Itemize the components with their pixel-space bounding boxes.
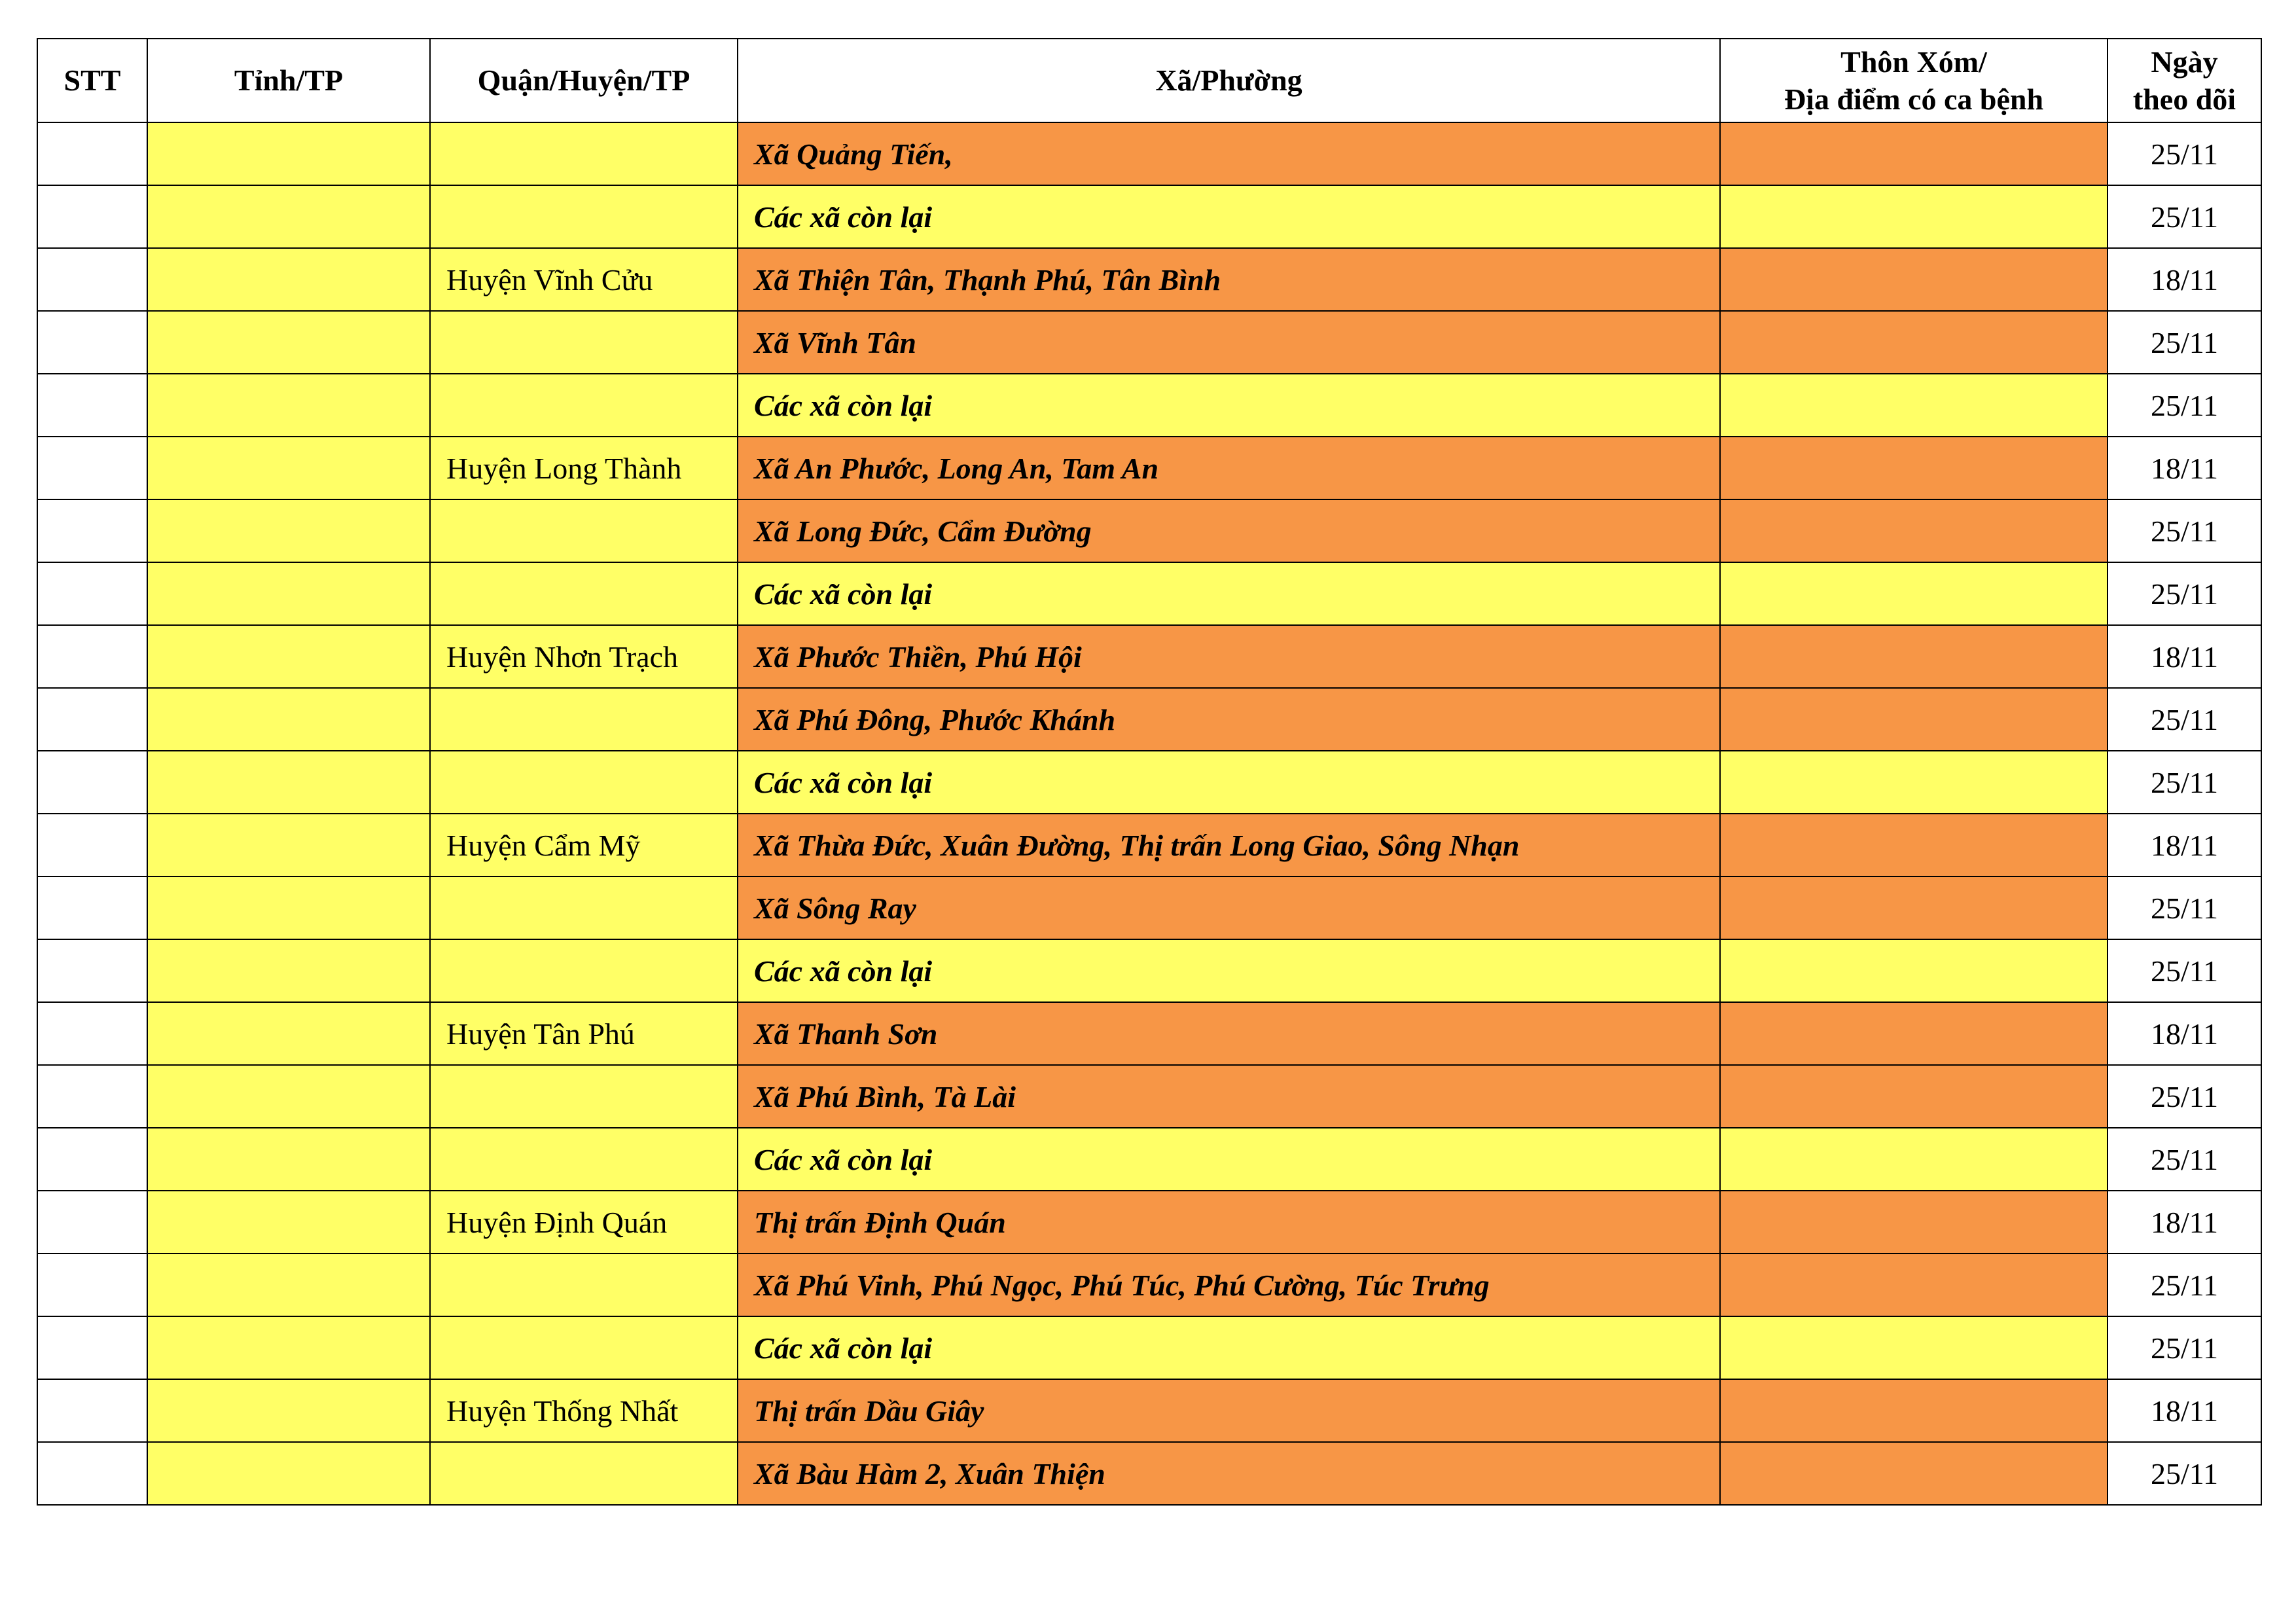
table-row	[37, 562, 2261, 625]
hamlet-cell	[1720, 562, 2108, 625]
commune-cell: Các xã còn lại	[738, 1316, 1720, 1379]
table-row	[37, 122, 2261, 185]
province-cell	[147, 374, 430, 437]
commune-cell: Xã Thừa Đức, Xuân Đường, Thị trấn Long Giao, Sông Nhạn	[738, 814, 1720, 876]
stt-cell	[37, 311, 147, 374]
table-row	[37, 939, 2261, 1002]
header-province: Tỉnh/TP	[147, 39, 430, 122]
district-cell: Huyện Cẩm Mỹ	[430, 814, 738, 876]
date-cell: 25/11	[2108, 499, 2261, 562]
province-cell	[147, 122, 430, 185]
commune-cell: Xã Quảng Tiến,	[738, 122, 1720, 185]
table-row	[37, 185, 2261, 248]
table-row	[37, 625, 2261, 688]
commune-cell: Thị trấn Dầu Giây	[738, 1379, 1720, 1442]
table-row	[37, 688, 2261, 751]
district-cell: Huyện Vĩnh Cửu	[430, 248, 738, 311]
district-cell	[430, 1065, 738, 1128]
date-cell: 18/11	[2108, 814, 2261, 876]
province-cell	[147, 1128, 430, 1191]
date-cell: 25/11	[2108, 939, 2261, 1002]
date-cell: 25/11	[2108, 751, 2261, 814]
province-cell	[147, 1379, 430, 1442]
district-cell	[430, 751, 738, 814]
stt-cell	[37, 1254, 147, 1316]
table-row	[37, 751, 2261, 814]
province-cell	[147, 1316, 430, 1379]
hamlet-cell	[1720, 1254, 2108, 1316]
table-row	[37, 311, 2261, 374]
commune-cell: Xã Long Đức, Cẩm Đường	[738, 499, 1720, 562]
date-cell: 25/11	[2108, 1316, 2261, 1379]
hamlet-cell	[1720, 1442, 2108, 1505]
district-cell	[430, 122, 738, 185]
district-cell	[430, 311, 738, 374]
hamlet-cell	[1720, 1128, 2108, 1191]
stt-cell	[37, 939, 147, 1002]
province-cell	[147, 814, 430, 876]
district-cell: Huyện Tân Phú	[430, 1002, 738, 1065]
district-cell	[430, 185, 738, 248]
district-cell: Huyện Định Quán	[430, 1191, 738, 1254]
stt-cell	[37, 185, 147, 248]
district-cell: Huyện Thống Nhất	[430, 1379, 738, 1442]
date-cell: 25/11	[2108, 122, 2261, 185]
province-cell	[147, 1254, 430, 1316]
commune-cell: Các xã còn lại	[738, 374, 1720, 437]
date-cell: 18/11	[2108, 1002, 2261, 1065]
date-cell: 18/11	[2108, 625, 2261, 688]
table-row	[37, 1128, 2261, 1191]
commune-cell: Các xã còn lại	[738, 751, 1720, 814]
date-cell: 18/11	[2108, 248, 2261, 311]
province-cell	[147, 688, 430, 751]
table-row	[37, 374, 2261, 437]
header-hamlet	[1720, 39, 2108, 122]
province-cell	[147, 1065, 430, 1128]
hamlet-cell	[1720, 374, 2108, 437]
commune-cell: Các xã còn lại	[738, 1128, 1720, 1191]
district-cell	[430, 374, 738, 437]
date-cell: 25/11	[2108, 876, 2261, 939]
hamlet-cell	[1720, 751, 2108, 814]
hamlet-cell	[1720, 499, 2108, 562]
date-cell: 18/11	[2108, 437, 2261, 499]
hamlet-cell	[1720, 1065, 2108, 1128]
stt-cell	[37, 876, 147, 939]
date-cell: 25/11	[2108, 1254, 2261, 1316]
district-cell	[430, 1254, 738, 1316]
district-cell	[430, 1316, 738, 1379]
commune-cell: Xã Thiện Tân, Thạnh Phú, Tân Bình	[738, 248, 1720, 311]
header-date	[2108, 39, 2261, 122]
stt-cell	[37, 374, 147, 437]
province-cell	[147, 185, 430, 248]
header-hamlet-line2: Địa điểm có ca bệnh	[1784, 82, 2044, 116]
province-cell	[147, 876, 430, 939]
province-cell	[147, 311, 430, 374]
stt-cell	[37, 1128, 147, 1191]
hamlet-cell	[1720, 876, 2108, 939]
stt-cell	[37, 1002, 147, 1065]
table-row	[37, 248, 2261, 311]
province-cell	[147, 1002, 430, 1065]
stt-cell	[37, 122, 147, 185]
province-cell	[147, 1442, 430, 1505]
province-cell	[147, 248, 430, 311]
province-cell	[147, 1191, 430, 1254]
table-row	[37, 499, 2261, 562]
header-district: Quận/Huyện/TP	[430, 39, 738, 122]
hamlet-cell	[1720, 625, 2108, 688]
header-commune: Xã/Phường	[738, 39, 1720, 122]
table-row	[37, 1002, 2261, 1065]
district-cell	[430, 499, 738, 562]
date-cell: 18/11	[2108, 1379, 2261, 1442]
hamlet-cell	[1720, 1191, 2108, 1254]
header-stt: STT	[37, 39, 147, 122]
stt-cell	[37, 1316, 147, 1379]
date-cell: 25/11	[2108, 562, 2261, 625]
province-cell	[147, 939, 430, 1002]
date-cell: 25/11	[2108, 374, 2261, 437]
table-row	[37, 1316, 2261, 1379]
hamlet-cell	[1720, 814, 2108, 876]
date-cell: 25/11	[2108, 185, 2261, 248]
province-cell	[147, 751, 430, 814]
province-cell	[147, 562, 430, 625]
commune-cell: Các xã còn lại	[738, 939, 1720, 1002]
table-row	[37, 1379, 2261, 1442]
commune-cell: Xã Sông Ray	[738, 876, 1720, 939]
stt-cell	[37, 688, 147, 751]
date-cell: 25/11	[2108, 311, 2261, 374]
district-cell	[430, 1128, 738, 1191]
table-row	[37, 437, 2261, 499]
table-row	[37, 1442, 2261, 1505]
date-cell: 25/11	[2108, 688, 2261, 751]
commune-cell: Xã Thanh Sơn	[738, 1002, 1720, 1065]
district-cell	[430, 562, 738, 625]
commune-cell: Các xã còn lại	[738, 562, 1720, 625]
hamlet-cell	[1720, 248, 2108, 311]
hamlet-cell	[1720, 1379, 2108, 1442]
table-row	[37, 1065, 2261, 1128]
header-hamlet-line1: Thôn Xóm/	[1840, 45, 1987, 79]
district-cell	[430, 876, 738, 939]
stt-cell	[37, 1442, 147, 1505]
district-cell: Huyện Nhơn Trạch	[430, 625, 738, 688]
district-cell	[430, 939, 738, 1002]
date-cell: 25/11	[2108, 1065, 2261, 1128]
district-cell: Huyện Long Thành	[430, 437, 738, 499]
hamlet-cell	[1720, 437, 2108, 499]
hamlet-cell	[1720, 688, 2108, 751]
header-date-line1: Ngày	[2151, 45, 2218, 79]
date-cell: 18/11	[2108, 1191, 2261, 1254]
stt-cell	[37, 248, 147, 311]
table-row	[37, 814, 2261, 876]
date-cell: 25/11	[2108, 1442, 2261, 1505]
stt-cell	[37, 625, 147, 688]
table-row	[37, 1254, 2261, 1316]
commune-cell: Xã Bàu Hàm 2, Xuân Thiện	[738, 1442, 1720, 1505]
province-cell	[147, 625, 430, 688]
hamlet-cell	[1720, 1002, 2108, 1065]
header-row	[37, 39, 2261, 122]
stt-cell	[37, 562, 147, 625]
table-row	[37, 1191, 2261, 1254]
commune-cell: Xã An Phước, Long An, Tam An	[738, 437, 1720, 499]
stt-cell	[37, 814, 147, 876]
commune-cell: Các xã còn lại	[738, 185, 1720, 248]
table-row	[37, 876, 2261, 939]
hamlet-cell	[1720, 939, 2108, 1002]
stt-cell	[37, 1191, 147, 1254]
date-cell: 25/11	[2108, 1128, 2261, 1191]
hamlet-cell	[1720, 1316, 2108, 1379]
tracking-table	[37, 38, 2262, 1506]
header-date-line2: theo dõi	[2132, 82, 2236, 116]
commune-cell: Xã Phú Bình, Tà Lài	[738, 1065, 1720, 1128]
table-body	[37, 122, 2261, 1505]
stt-cell	[37, 751, 147, 814]
commune-cell: Xã Vĩnh Tân	[738, 311, 1720, 374]
hamlet-cell	[1720, 185, 2108, 248]
hamlet-cell	[1720, 122, 2108, 185]
district-cell	[430, 1442, 738, 1505]
district-cell	[430, 688, 738, 751]
stt-cell	[37, 1065, 147, 1128]
commune-cell: Thị trấn Định Quán	[738, 1191, 1720, 1254]
commune-cell: Xã Phú Vinh, Phú Ngọc, Phú Túc, Phú Cường, Túc Trưng	[738, 1254, 1720, 1316]
stt-cell	[37, 437, 147, 499]
province-cell	[147, 437, 430, 499]
stt-cell	[37, 499, 147, 562]
commune-cell: Xã Phú Đông, Phước Khánh	[738, 688, 1720, 751]
stt-cell	[37, 1379, 147, 1442]
commune-cell: Xã Phước Thiền, Phú Hội	[738, 625, 1720, 688]
province-cell	[147, 499, 430, 562]
hamlet-cell	[1720, 311, 2108, 374]
